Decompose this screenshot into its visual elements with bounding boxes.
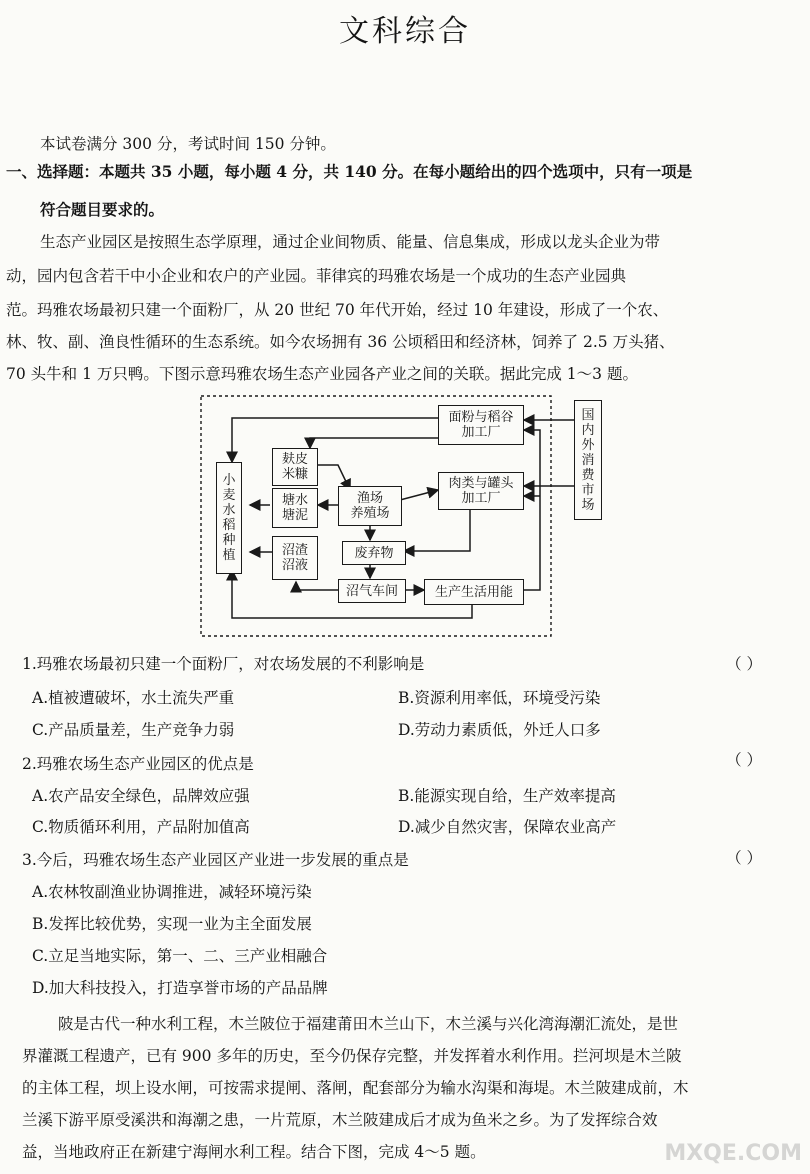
answer-paren: （ ） [726,849,762,867]
section-heading-cont: 符合题目要求的。 [40,200,165,219]
box-fishery: 渔场 养殖场 [338,486,402,526]
box-biogas-room: 沼气车间 [338,579,406,603]
question-stem: 2.玛雅农场生态产业园区的优点是 [22,755,254,773]
arrow-flour-to-bran [310,438,438,448]
passage2-line: 的主体工程，坝上设水闸，可按需求提闸、落闸，配套部分为输水沟渠和海堤。木兰陂建成前，木 [22,1079,689,1097]
question-stem: 3.今后，玛雅农场生态产业园区产业进一步发展的重点是 [22,851,409,869]
arrow-biogas-to-residue [296,582,338,590]
option-a: A.农林牧副渔业协调推进，减轻环境污染 [32,883,312,901]
box-meat-cannery: 肉类与罐头 加工厂 [438,472,524,510]
option-b: B.能源实现自给，生产效率提高 [398,787,616,805]
option-b: B.资源利用率低，环境受污染 [398,689,601,707]
option-d: D.劳动力素质低，外迁人口多 [398,721,601,739]
answer-paren: （ ） [726,751,762,769]
answer-paren: （ ） [726,655,762,673]
option-a: A.农产品安全绿色，品牌效应强 [32,787,250,805]
arrow-fishery-to-meat [400,490,438,500]
box-pond-mud: 塘水 塘泥 [272,488,318,528]
passage1-line: 70 头牛和 1 万只鸭。下图示意玛雅农场生态产业园各产业之间的关联。据此完成 1～3 题。 [6,365,638,383]
box-energy: 生产生活用能 [424,579,524,605]
passage1-line: 林、牧、副、渔良性循环的生态系统。如今农场拥有 36 公顷稻田和经济林，饲养了 2.5 万头猪、 [6,333,675,351]
passage2-line: 益，当地政府正在新建宁海闸水利工程。结合下图，完成 4～5 题。 [22,1143,486,1161]
page-title: 文科综合 [339,14,471,49]
arrow-energy-to-flour [522,430,540,590]
box-bran: 麸皮 米糠 [272,448,318,486]
option-b: B.发挥比较优势，实现一业为主全面发展 [32,915,312,933]
arrow-flour-to-wheat [232,418,438,462]
option-c: C.产品质量差，生产竞争力弱 [32,721,235,739]
watermark-logo: MXQE.COM [664,1141,802,1166]
option-c: C.立足当地实际，第一、二、三产业相融合 [32,947,328,965]
passage1-line: 生态产业园区是按照生态学原理，通过企业间物质、能量、信息集成，形成以龙头企业为带 [40,233,661,251]
option-a: A.植被遭破坏，水土流失严重 [32,689,235,707]
passage2-line: 陂是古代一种水利工程，木兰陂位于福建莆田木兰山下，木兰溪与兴化湾海潮汇流处，是世 [58,1015,679,1033]
box-wheat-rice: 小 麦 水 稻 种 植 [216,462,242,574]
passage2-line: 兰溪下游平原受溪洪和海潮之患，一片荒原，木兰陂建成后才成为鱼米之乡。为了发挥综合效 [22,1111,658,1129]
option-d: D.减少自然灾害，保障农业高产 [398,818,617,836]
passage1-line: 动，园内包含若干中小企业和农户的产业园。菲律宾的玛雅农场是一个成功的生态产业园典 [6,267,627,285]
box-market: 国 内 外 消 费 市 场 [574,400,602,520]
box-biogas-residue: 沼渣 沼液 [272,536,318,580]
arrow-meat-to-waste [404,506,470,551]
option-c: C.物质循环利用，产品附加值高 [32,818,250,836]
passage1-line: 范。玛雅农场最初只建一个面粉厂，从 20 世纪 70 年代开始，经过 10 年建设，形成了一个农、 [6,301,669,319]
section-heading: 一、选择题：本题共 35 小题，每小题 4 分，共 140 分。在每小题给出的四个选项中，只有一项是 [6,162,693,181]
option-d: D.加大科技投入，打造享誉市场的产品品牌 [32,979,328,997]
question-stem: 1.玛雅农场最初只建一个面粉厂，对农场发展的不利影响是 [22,655,425,673]
box-waste: 废弃物 [342,541,406,565]
box-flour-mill: 面粉与稻谷 加工厂 [438,405,524,445]
passage2-line: 界灌溉工程遗产，已有 900 多年的历史，至今仍保存完整，并发挥着水利作用。拦河坝是木兰陂 [22,1047,682,1065]
exam-intro: 本试卷满分 300 分，考试时间 150 分钟。 [40,135,336,153]
